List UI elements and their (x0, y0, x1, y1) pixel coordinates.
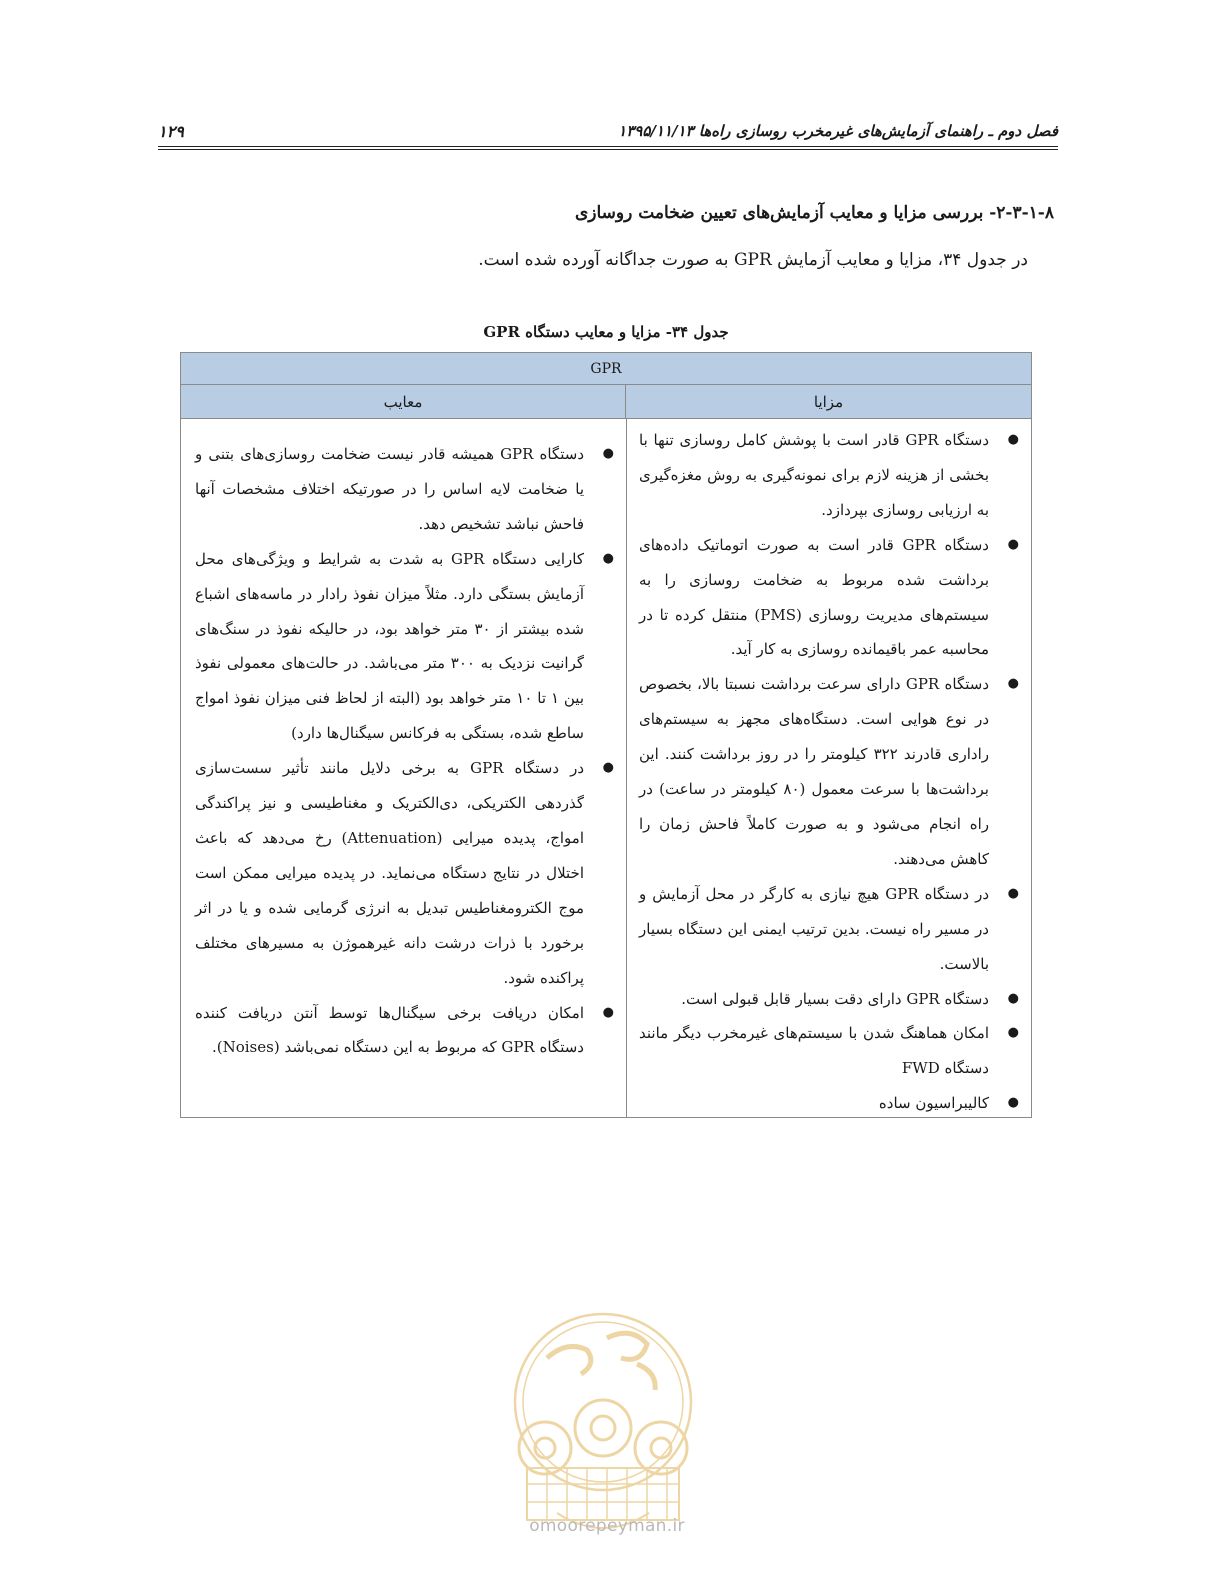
page-header (158, 120, 1058, 148)
list-item: ● امکان هماهنگ شدن با سیستم‌های غیرمخرب دیگر مانند دستگاه FWD (627, 1016, 1031, 1086)
list-item: ● کارایی دستگاه GPR به شدت به شرایط و ویژگی‌های محل آزمایش بستگی دارد. مثلاً میزان نفوذ رادار در ماسه‌های اشباع شده بیشتر از ۳۰ متر خواهد بود، در حالیکه نفوذ در سنگ‌های گرانیت نزدیک به ۳۰۰ متر می‌باشد. در حالت‌های معمولی نفوذ بین ۱ تا ۱۰ متر خواهد بود (البته از لحاظ فنی میزان نفوذ امواج ساطع شده، بستگی به فرکانس سیگنال‌ها دارد) (181, 542, 626, 751)
column-headers (181, 385, 1031, 419)
list-item: ● دستگاه GPR دارای دقت بسیار قابل قبولی است. (627, 982, 1031, 1017)
watermark-website: omoorepeyman.ir (529, 1516, 685, 1536)
disadvantages-header: معایب (181, 385, 625, 418)
bullet-icon: ● (1007, 885, 1019, 901)
disadvantages-list (181, 437, 626, 1065)
advantages-list (627, 423, 1031, 1121)
bullet-icon: ● (1007, 676, 1019, 692)
section-heading: ۲-۳-۱-۸- بررسی مزایا و معایب آزمایش‌های تعیین ضخامت روسازی (574, 203, 1054, 223)
list-item: ● در دستگاه GPR هیچ نیازی به کارگر در محل آزمایش و در مسیر راه نیست. بدین ترتیب ایمنی این دستگاه بسیار بالاست. (627, 877, 1031, 982)
bullet-icon: ● (1007, 990, 1019, 1006)
disadvantages-cell (181, 419, 626, 1117)
bullet-icon: ● (1007, 1025, 1019, 1041)
page-number: ۱۲۹ (158, 122, 184, 141)
list-item: ● دستگاه GPR دارای سرعت برداشت نسبتا بالا، بخصوص در نوع هوایی است. دستگاه‌های مجهز به سیستم‌های راداری قادرند ۳۲۲ کیلومتر را در روز برداشت کنند. این برداشت‌ها با سرعت معمول (۸۰ کیلومتر در ساعت) در راه انجام می‌شود و به صورت کاملاً فاحش زمان را کاهش می‌دهند. (627, 667, 1031, 876)
table-caption: جدول ۳۴- مزایا و معایب دستگاه GPR (483, 323, 729, 341)
bullet-icon: ● (602, 760, 614, 776)
table-body-row (181, 419, 1031, 1117)
bullet-icon: ● (602, 1004, 614, 1020)
list-item: ● کالیبراسیون ساده (627, 1086, 1031, 1121)
list-item: ● در دستگاه GPR به برخی دلایل مانند تأثیر سست‌سازی گذردهی الکتریکی، دی‌الکتریک و مغناطیسی و نیز پراکندگی امواج، پدیده میرایی (Attenuation) رخ می‌دهد که باعث اختلال در نتایج دستگاه می‌نماید. در پدیده میرایی ممکن است موج الکترومغناطیس تبدیل به انرژی گرمایی شده و یا در اثر برخورد با ذرات درشت دانه غیرهموژن به مسیرهای مختلف پراکنده شود. (181, 751, 626, 995)
bullet-icon: ● (1007, 536, 1019, 552)
watermark-logo-icon (487, 1298, 719, 1548)
bullet-icon: ● (602, 446, 614, 461)
advantages-header: مزایا (625, 385, 1031, 418)
advantages-cell (626, 419, 1031, 1117)
bullet-icon: ● (1007, 432, 1019, 447)
list-item: ● دستگاه GPR قادر است به صورت اتوماتیک داده‌های برداشت شده مربوط به ضخامت روسازی را به سیستم‌های مدیریت روسازی (PMS) منتقل کرده تا در محاسبه عمر باقیمانده روسازی به کار آید. (627, 528, 1031, 668)
intro-paragraph: در جدول ۳۴، مزایا و معایب آزمایش GPR به صورت جداگانه آورده شده است. (478, 250, 1028, 270)
bullet-icon: ● (602, 550, 614, 566)
bullet-icon: ● (1007, 1095, 1019, 1111)
running-title: فصل دوم ـ راهنمای آزمایش‌های غیرمخرب روسازی راه‌ها ۱۳۹۵/۱۱/۱۳ (618, 122, 1058, 140)
list-item: ● دستگاه GPR قادر است با پوشش کامل روسازی تنها با بخشی از هزینه لازم برای نمونه‌گیری به روش مغزه‌گیری به ارزیابی روسازی بپردازد. (627, 423, 1031, 528)
header-rule (158, 146, 1058, 150)
pros-cons-table (180, 352, 1032, 1118)
list-item: ● امکان دریافت برخی سیگنال‌ها توسط آنتن دریافت کننده دستگاه GPR که مربوط به این دستگاه نمی‌باشد (Noises). (181, 996, 626, 1066)
list-item: ● دستگاه GPR همیشه قادر نیست ضخامت روسازی‌های بتنی و یا ضخامت لایه اساس را در صورتیکه اختلاف مشخصات آنها فاحش نباشد تشخیص دهد. (181, 437, 626, 542)
table-header: GPR (181, 353, 1031, 385)
